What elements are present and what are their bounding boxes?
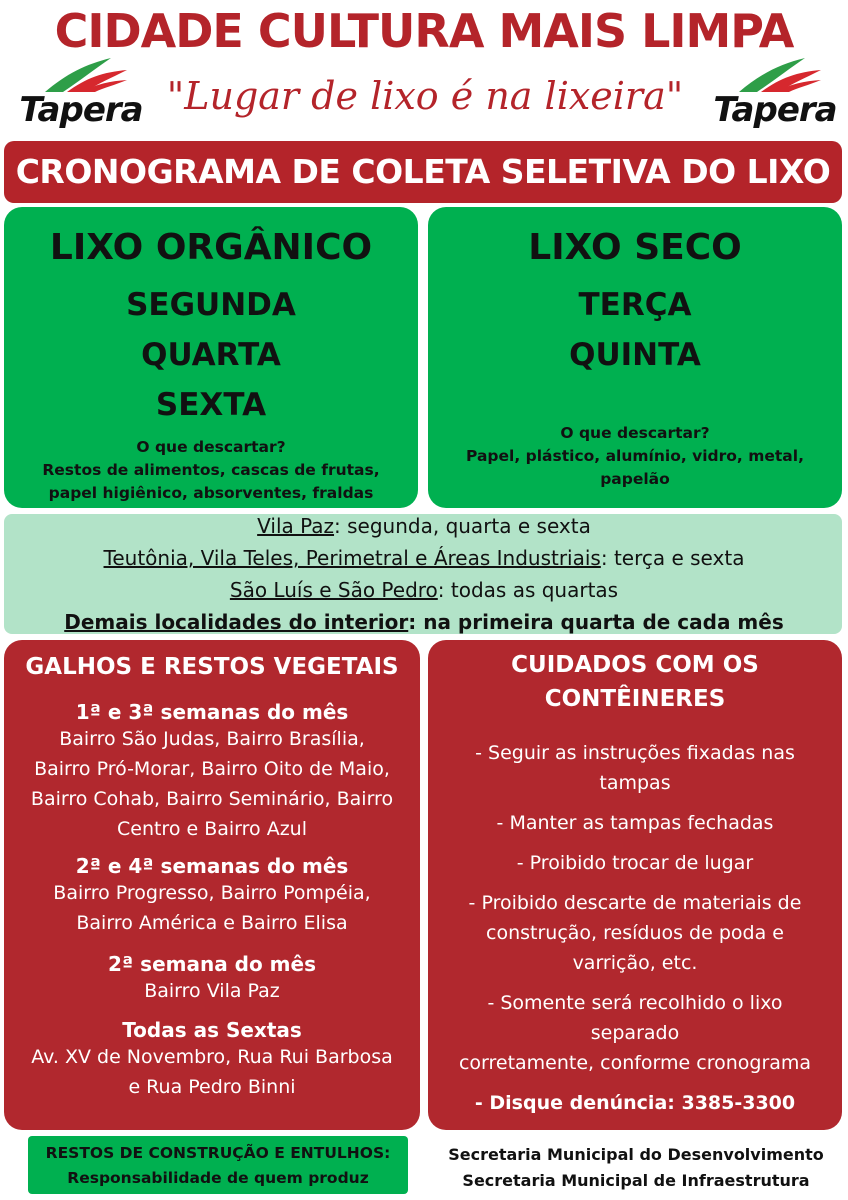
care-item-line: - Seguir as instruções fixadas nas (475, 742, 795, 764)
dry-waste-card (428, 207, 842, 508)
locality-line (0, 546, 848, 570)
secretariat-line: Secretaria Municipal do Desenvolvimento (448, 1145, 824, 1164)
branches-group-head: 2ª e 4ª semanas do mês (75, 854, 349, 878)
schedule-banner: CRONOGRAMA DE COLETA SELETIVA DO LIXO (4, 141, 842, 203)
care-item-line: - Manter as tampas fechadas (496, 812, 774, 834)
secretariats (424, 1142, 848, 1194)
care-item-line: - Proibido trocar de lugar (516, 852, 754, 874)
organic-day: SEGUNDA (126, 287, 296, 323)
branches-card (4, 640, 420, 1130)
branches-group-head: Todas as Sextas (122, 1018, 302, 1042)
debris-title: RESTOS DE CONSTRUÇÃO E ENTULHOS: (45, 1144, 391, 1162)
organic-day: SEXTA (155, 387, 267, 423)
locality-schedule: : todas as quartas (437, 578, 619, 602)
locality-line (0, 514, 848, 538)
locality-line (0, 578, 848, 602)
branches-title: GALHOS E RESTOS VEGETAIS (25, 654, 399, 680)
slogan: "Lugar de lixo é na lixeira" (166, 74, 684, 118)
care-item-line: tampas (599, 772, 671, 794)
branches-group (4, 1018, 420, 1102)
branches-group-head: 1ª e 3ª semanas do mês (75, 700, 349, 724)
branches-group-line: Centro e Bairro Azul (116, 818, 308, 840)
branches-group-line: Bairro São Judas, Bairro Brasília, (59, 728, 365, 750)
care-title: CONTÊINERES (544, 686, 726, 712)
branches-group-line: Bairro América e Bairro Elisa (76, 912, 348, 934)
logo-text: Tapera (713, 90, 837, 130)
care-item-line: - Somente será recolhido o lixo (487, 992, 783, 1014)
locality-schedule: : na primeira quarta de cada mês (408, 610, 784, 634)
debris-text: Responsabilidade de quem produz (67, 1169, 369, 1187)
tapera-swoosh-icon (735, 54, 825, 94)
branches-group (4, 854, 420, 938)
branches-group-line: Bairro Progresso, Bairro Pompéia, (53, 882, 371, 904)
tapera-swoosh-icon (41, 54, 131, 94)
debris-notice (28, 1136, 408, 1194)
organic-title: LIXO ORGÂNICO (49, 227, 373, 268)
care-item (428, 988, 842, 1078)
organic-items: Restos de alimentos, cascas de frutas, (42, 461, 380, 479)
branches-group-line: Bairro Vila Paz (144, 980, 280, 1002)
page-title: CIDADE CULTURA MAIS LIMPA (54, 4, 794, 58)
care-item-line: corretamente, conforme cronograma (458, 1052, 812, 1074)
branches-group-line: Av. XV de Novembro, Rua Rui Barbosa (31, 1046, 393, 1068)
dry-title: LIXO SECO (528, 227, 742, 268)
branches-group-line: Bairro Pró-Morar, Bairro Oito de Maio, (34, 758, 390, 780)
branches-group (4, 952, 420, 1006)
secretariat-line: Secretaria Municipal de Infraestrutura (462, 1171, 810, 1190)
care-item (428, 848, 842, 878)
branches-group-line: Bairro Cohab, Bairro Seminário, Bairro (30, 788, 394, 810)
locality-place: Demais localidades do interior (64, 610, 409, 634)
dry-items: Papel, plástico, alumínio, vidro, metal, (466, 447, 804, 465)
tapera-logo-right (700, 54, 848, 134)
organic-day: QUARTA (141, 337, 281, 373)
branches-group-line: e Rua Pedro Binni (128, 1076, 296, 1098)
organic-question: O que descartar? (136, 438, 286, 456)
organic-items: papel higiênico, absorventes, fraldas (48, 484, 374, 502)
care-title: CUIDADOS COM OS (511, 652, 759, 678)
branches-group-head: 2ª semana do mês (108, 952, 316, 976)
care-item (428, 808, 842, 838)
locality-schedule: : terça e sexta (600, 546, 745, 570)
care-item-line: - Proibido descarte de materiais de (468, 892, 802, 914)
organic-waste-card (4, 207, 418, 508)
logo-text: Tapera (19, 90, 143, 130)
hotline-number: - Disque denúncia: 3385-3300 (474, 1092, 796, 1114)
care-item-line: construção, resíduos de poda e (486, 922, 784, 944)
dry-day: TERÇA (578, 287, 692, 323)
care-item (428, 888, 842, 978)
locality-schedule: : segunda, quarta e sexta (334, 514, 591, 538)
locality-place: Vila Paz (257, 514, 335, 538)
care-item-line: varrição, etc. (572, 952, 698, 974)
care-item-line: separado (590, 1022, 680, 1044)
care-item (428, 738, 842, 798)
locality-place: Teutônia, Vila Teles, Perimetral e Áreas Industriais (103, 546, 601, 570)
locality-line (0, 610, 848, 634)
locality-place: São Luís e São Pedro (229, 578, 438, 602)
tapera-logo-left (6, 54, 156, 134)
dry-day: QUINTA (569, 337, 701, 373)
dry-items: papelão (600, 470, 670, 488)
branches-group (4, 700, 420, 844)
dry-question: O que descartar? (560, 424, 710, 442)
container-care-card (428, 640, 842, 1130)
